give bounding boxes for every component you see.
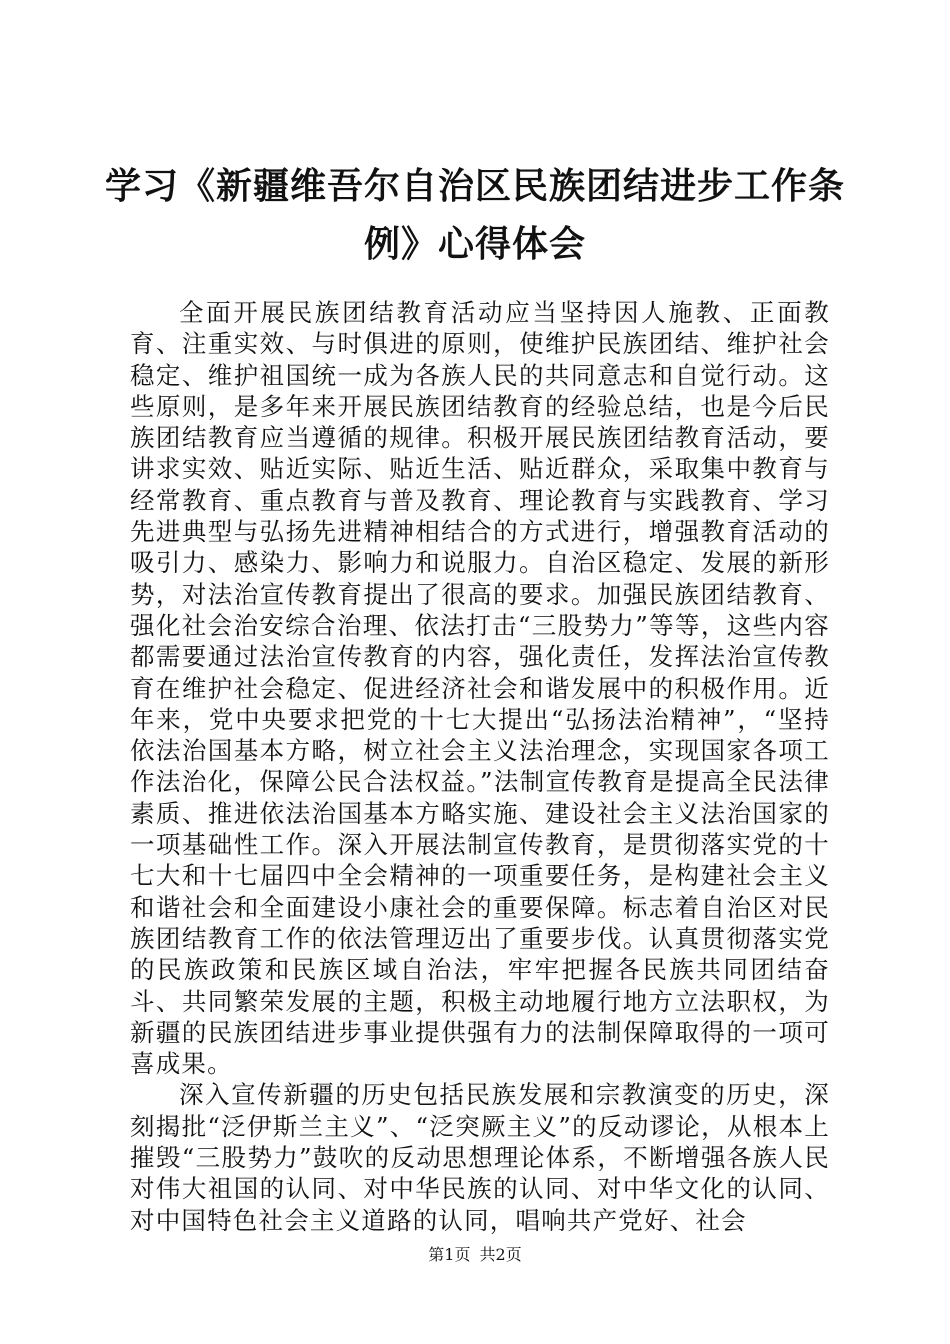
- document-title: 学习《新疆维吾尔自治区民族团结进步工作条例》心得体会: [104, 166, 845, 265]
- page-number-total: 共2页: [479, 1245, 522, 1264]
- paragraph-1: 全面开展民族团结教育活动应当坚持因人施教、正面教育、注重实效、与时俱进的原则，使维护民族团结、维护社会稳定、维护祖国统一成为各族人民的共同意志和自觉行动。这些原则，是多年来开展民族团结教育的经验总结，也是今后民族团结教育应当遵循的规律。积极开展民族团结教育活动，要讲求实效、贴近实际、贴近生活、贴近群众，采取集中教育与经常教育、重点教育与普及教育、理论教育与实践教育、学习先进典型与弘扬先进精神相结合的方式进行，增强教育活动的吸引力、感染力、影响力和说服力。自治区稳定、发展的新形势，对法治宣传教育提出了很高的要求。加强民族团结教育、强化社会治安综合治理、依法打击“三股势力”等等，这些内容都需要通过法治宣传教育的内容，强化责任，发挥法治宣传教育在维护社会稳定、促进经济社会和谐发展中的积极作用。近年来，党中央要求把党的十七大提出“弘扬法治精神”，“坚持依法治国基本方略，树立社会主义法治理念，实现国家各项工作法治化，保障公民合法权益。”法制宣传教育是提高全民法律素质、推进依法治国基本方略实施、建设社会主义法治国家的一项基础性工作。深入开展法制宣传教育，是贯彻落实党的十七大和十七届四中全会精神的一项重要任务，是构建社会主义和谐社会和全面建设小康社会的重要保障。标志着自治区对民族团结教育工作的依法管理迈出了重要步伐。认真贯彻落实党的民族政策和民族区域自治法，牢牢把握各民族共同团结奋斗、共同繁荣发展的主题，积极主动地履行地方立法职权，为新疆的民族团结进步事业提供强有力的法制保障取得的一项可喜成果。: [130, 298, 830, 1079]
- paragraph-2: 深入宣传新疆的历史包括民族发展和宗教演变的历史，深刻揭批“泛伊斯兰主义”、“泛突厥主义”的反动谬论，从根本上摧毁“三股势力”鼓吹的反动思想理论体系，不断增强各族人民对伟大祖国的认同、对中华民族的认同、对中华文化的认同、对中国特色社会主义道路的认同，唱响共产党好、社会: [130, 1080, 830, 1235]
- page-footer: [0, 1244, 950, 1266]
- document-body: [130, 297, 830, 1236]
- page-number-current: 第1页: [428, 1245, 471, 1264]
